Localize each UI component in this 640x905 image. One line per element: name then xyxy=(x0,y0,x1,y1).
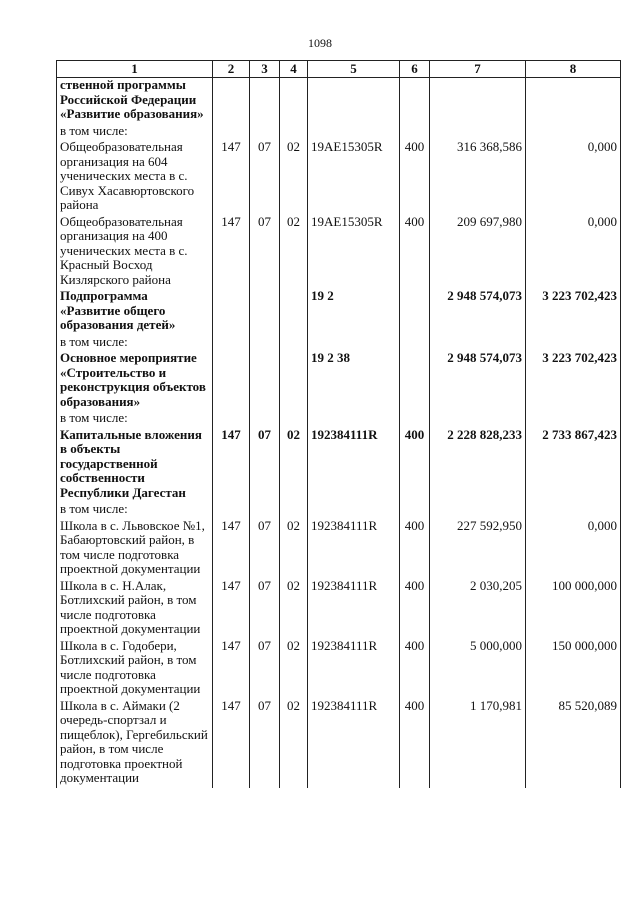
subsection-cell: 02 xyxy=(280,140,308,213)
column-header-row xyxy=(57,61,621,78)
chapter-cell: 147 xyxy=(213,215,250,288)
expense-type-cell xyxy=(400,351,430,409)
table-row xyxy=(57,215,621,288)
row-spacer xyxy=(57,786,621,788)
expense-type-cell: 400 xyxy=(400,639,430,697)
target-article-cell xyxy=(308,78,400,122)
subsection-cell: 02 xyxy=(280,428,308,501)
expense-type-cell: 400 xyxy=(400,140,430,213)
row-name-cell: Общеобразовательная организация на 400 ученических места в с. Красный Восход Кизлярского района xyxy=(57,215,213,288)
chapter-cell xyxy=(213,335,250,350)
section-cell xyxy=(250,502,280,517)
target-article-cell xyxy=(308,335,400,350)
subsection-cell: 02 xyxy=(280,699,308,786)
target-article-cell: 192384111R xyxy=(308,579,400,637)
amount-cell xyxy=(526,502,621,517)
row-name-cell: Школа в с. Годобери, Ботлихский район, в том числе подготовка проектной документации xyxy=(57,639,213,697)
subsection-cell: 02 xyxy=(280,639,308,697)
spacer-cell xyxy=(280,786,308,788)
amount-cell: 316 368,586 xyxy=(430,140,526,213)
table-row xyxy=(57,699,621,786)
spacer-cell xyxy=(400,786,430,788)
row-name-cell: Капитальные вложения в объекты государственной собственности Республики Дагестан xyxy=(57,428,213,501)
chapter-cell xyxy=(213,411,250,426)
row-name-cell: Школа в с. Львовское №1, Бабаюртовский район, в том числе подготовка проектной документации xyxy=(57,519,213,577)
amount-cell: 2 030,205 xyxy=(430,579,526,637)
subsection-cell: 02 xyxy=(280,519,308,577)
table-row xyxy=(57,639,621,697)
row-name-cell: Общеобразовательная организация на 604 ученических места в с. Сивух Хасавюртовского района xyxy=(57,140,213,213)
amount-cell xyxy=(526,411,621,426)
expense-type-cell xyxy=(400,335,430,350)
column-header: 6 xyxy=(400,61,430,78)
amount-cell xyxy=(526,335,621,350)
target-article-cell: 192384111R xyxy=(308,428,400,501)
table-row xyxy=(57,519,621,577)
amount-cell: 227 592,950 xyxy=(430,519,526,577)
expense-type-cell xyxy=(400,411,430,426)
spacer-cell xyxy=(213,786,250,788)
table-row xyxy=(57,140,621,213)
amount-cell: 5 000,000 xyxy=(430,639,526,697)
target-article-cell: 19АЕ15305R xyxy=(308,215,400,288)
subsection-cell xyxy=(280,502,308,517)
spacer-cell xyxy=(250,786,280,788)
chapter-cell xyxy=(213,78,250,122)
amount-cell: 85 520,089 xyxy=(526,699,621,786)
chapter-cell: 147 xyxy=(213,519,250,577)
amount-cell: 2 733 867,423 xyxy=(526,428,621,501)
table-row xyxy=(57,78,621,122)
chapter-cell xyxy=(213,289,250,333)
expense-type-cell xyxy=(400,78,430,122)
column-header: 3 xyxy=(250,61,280,78)
subsection-cell xyxy=(280,351,308,409)
amount-cell xyxy=(430,78,526,122)
target-article-cell: 19 2 38 xyxy=(308,351,400,409)
section-cell xyxy=(250,411,280,426)
column-header: 5 xyxy=(308,61,400,78)
row-name-cell: в том числе: xyxy=(57,411,213,426)
row-name-cell: Школа в с. Аймаки (2 очередь-спортзал и пищеблок), Гергебильский район, в том числе подготовка проектной документации xyxy=(57,699,213,786)
section-cell: 07 xyxy=(250,639,280,697)
column-header: 4 xyxy=(280,61,308,78)
chapter-cell: 147 xyxy=(213,699,250,786)
spacer-cell xyxy=(430,786,526,788)
target-article-cell xyxy=(308,124,400,139)
amount-cell: 2 948 574,073 xyxy=(430,351,526,409)
amount-cell: 0,000 xyxy=(526,140,621,213)
section-cell: 07 xyxy=(250,579,280,637)
row-name-cell: в том числе: xyxy=(57,124,213,139)
row-name-cell: ственной программы Российской Федерации «Развитие образования» xyxy=(57,78,213,122)
subsection-cell xyxy=(280,124,308,139)
target-article-cell: 19АЕ15305R xyxy=(308,140,400,213)
spacer-cell xyxy=(526,786,621,788)
table-row xyxy=(57,411,621,426)
column-header: 1 xyxy=(57,61,213,78)
section-cell xyxy=(250,124,280,139)
amount-cell: 1 170,981 xyxy=(430,699,526,786)
amount-cell xyxy=(526,78,621,122)
amount-cell: 3 223 702,423 xyxy=(526,289,621,333)
subsection-cell: 02 xyxy=(280,579,308,637)
subsection-cell xyxy=(280,335,308,350)
target-article-cell: 192384111R xyxy=(308,699,400,786)
target-article-cell: 192384111R xyxy=(308,639,400,697)
row-name-cell: Подпрограмма «Развитие общего образования детей» xyxy=(57,289,213,333)
section-cell: 07 xyxy=(250,215,280,288)
row-name-cell: Основное мероприятие «Строительство и реконструкция объектов образования» xyxy=(57,351,213,409)
expense-type-cell: 400 xyxy=(400,519,430,577)
row-name-cell: в том числе: xyxy=(57,502,213,517)
section-cell: 07 xyxy=(250,699,280,786)
target-article-cell: 19 2 xyxy=(308,289,400,333)
chapter-cell xyxy=(213,351,250,409)
amount-cell: 3 223 702,423 xyxy=(526,351,621,409)
expense-type-cell: 400 xyxy=(400,215,430,288)
target-article-cell: 192384111R xyxy=(308,519,400,577)
table-row xyxy=(57,428,621,501)
row-name-cell: Школа в с. Н.Алак, Ботлихский район, в том числе подготовка проектной документации xyxy=(57,579,213,637)
amount-cell: 100 000,000 xyxy=(526,579,621,637)
table-row xyxy=(57,502,621,517)
chapter-cell: 147 xyxy=(213,579,250,637)
amount-cell: 2 228 828,233 xyxy=(430,428,526,501)
column-header: 8 xyxy=(526,61,621,78)
amount-cell: 0,000 xyxy=(526,215,621,288)
section-cell: 07 xyxy=(250,140,280,213)
page-number: 1098 xyxy=(308,36,332,50)
subsection-cell xyxy=(280,289,308,333)
amount-cell xyxy=(430,335,526,350)
section-cell: 07 xyxy=(250,519,280,577)
spacer-cell xyxy=(57,786,213,788)
expense-type-cell xyxy=(400,502,430,517)
expense-type-cell xyxy=(400,124,430,139)
subsection-cell: 02 xyxy=(280,215,308,288)
section-cell: 07 xyxy=(250,428,280,501)
column-header: 7 xyxy=(430,61,526,78)
amount-cell: 2 948 574,073 xyxy=(430,289,526,333)
subsection-cell xyxy=(280,78,308,122)
expense-type-cell: 400 xyxy=(400,428,430,501)
table-row xyxy=(57,124,621,139)
table-row xyxy=(57,335,621,350)
budget-table xyxy=(56,60,621,788)
chapter-cell: 147 xyxy=(213,639,250,697)
table-row xyxy=(57,351,621,409)
expense-type-cell: 400 xyxy=(400,579,430,637)
row-name-cell: в том числе: xyxy=(57,335,213,350)
section-cell xyxy=(250,335,280,350)
table-row xyxy=(57,289,621,333)
chapter-cell: 147 xyxy=(213,428,250,501)
target-article-cell xyxy=(308,411,400,426)
section-cell xyxy=(250,351,280,409)
column-header: 2 xyxy=(213,61,250,78)
amount-cell xyxy=(430,502,526,517)
amount-cell: 209 697,980 xyxy=(430,215,526,288)
amount-cell xyxy=(430,124,526,139)
section-cell xyxy=(250,78,280,122)
target-article-cell xyxy=(308,502,400,517)
chapter-cell: 147 xyxy=(213,140,250,213)
chapter-cell xyxy=(213,502,250,517)
expense-type-cell xyxy=(400,289,430,333)
table-row xyxy=(57,579,621,637)
spacer-cell xyxy=(308,786,400,788)
amount-cell xyxy=(430,411,526,426)
expense-type-cell: 400 xyxy=(400,699,430,786)
amount-cell: 150 000,000 xyxy=(526,639,621,697)
subsection-cell xyxy=(280,411,308,426)
section-cell xyxy=(250,289,280,333)
amount-cell: 0,000 xyxy=(526,519,621,577)
amount-cell xyxy=(526,124,621,139)
chapter-cell xyxy=(213,124,250,139)
